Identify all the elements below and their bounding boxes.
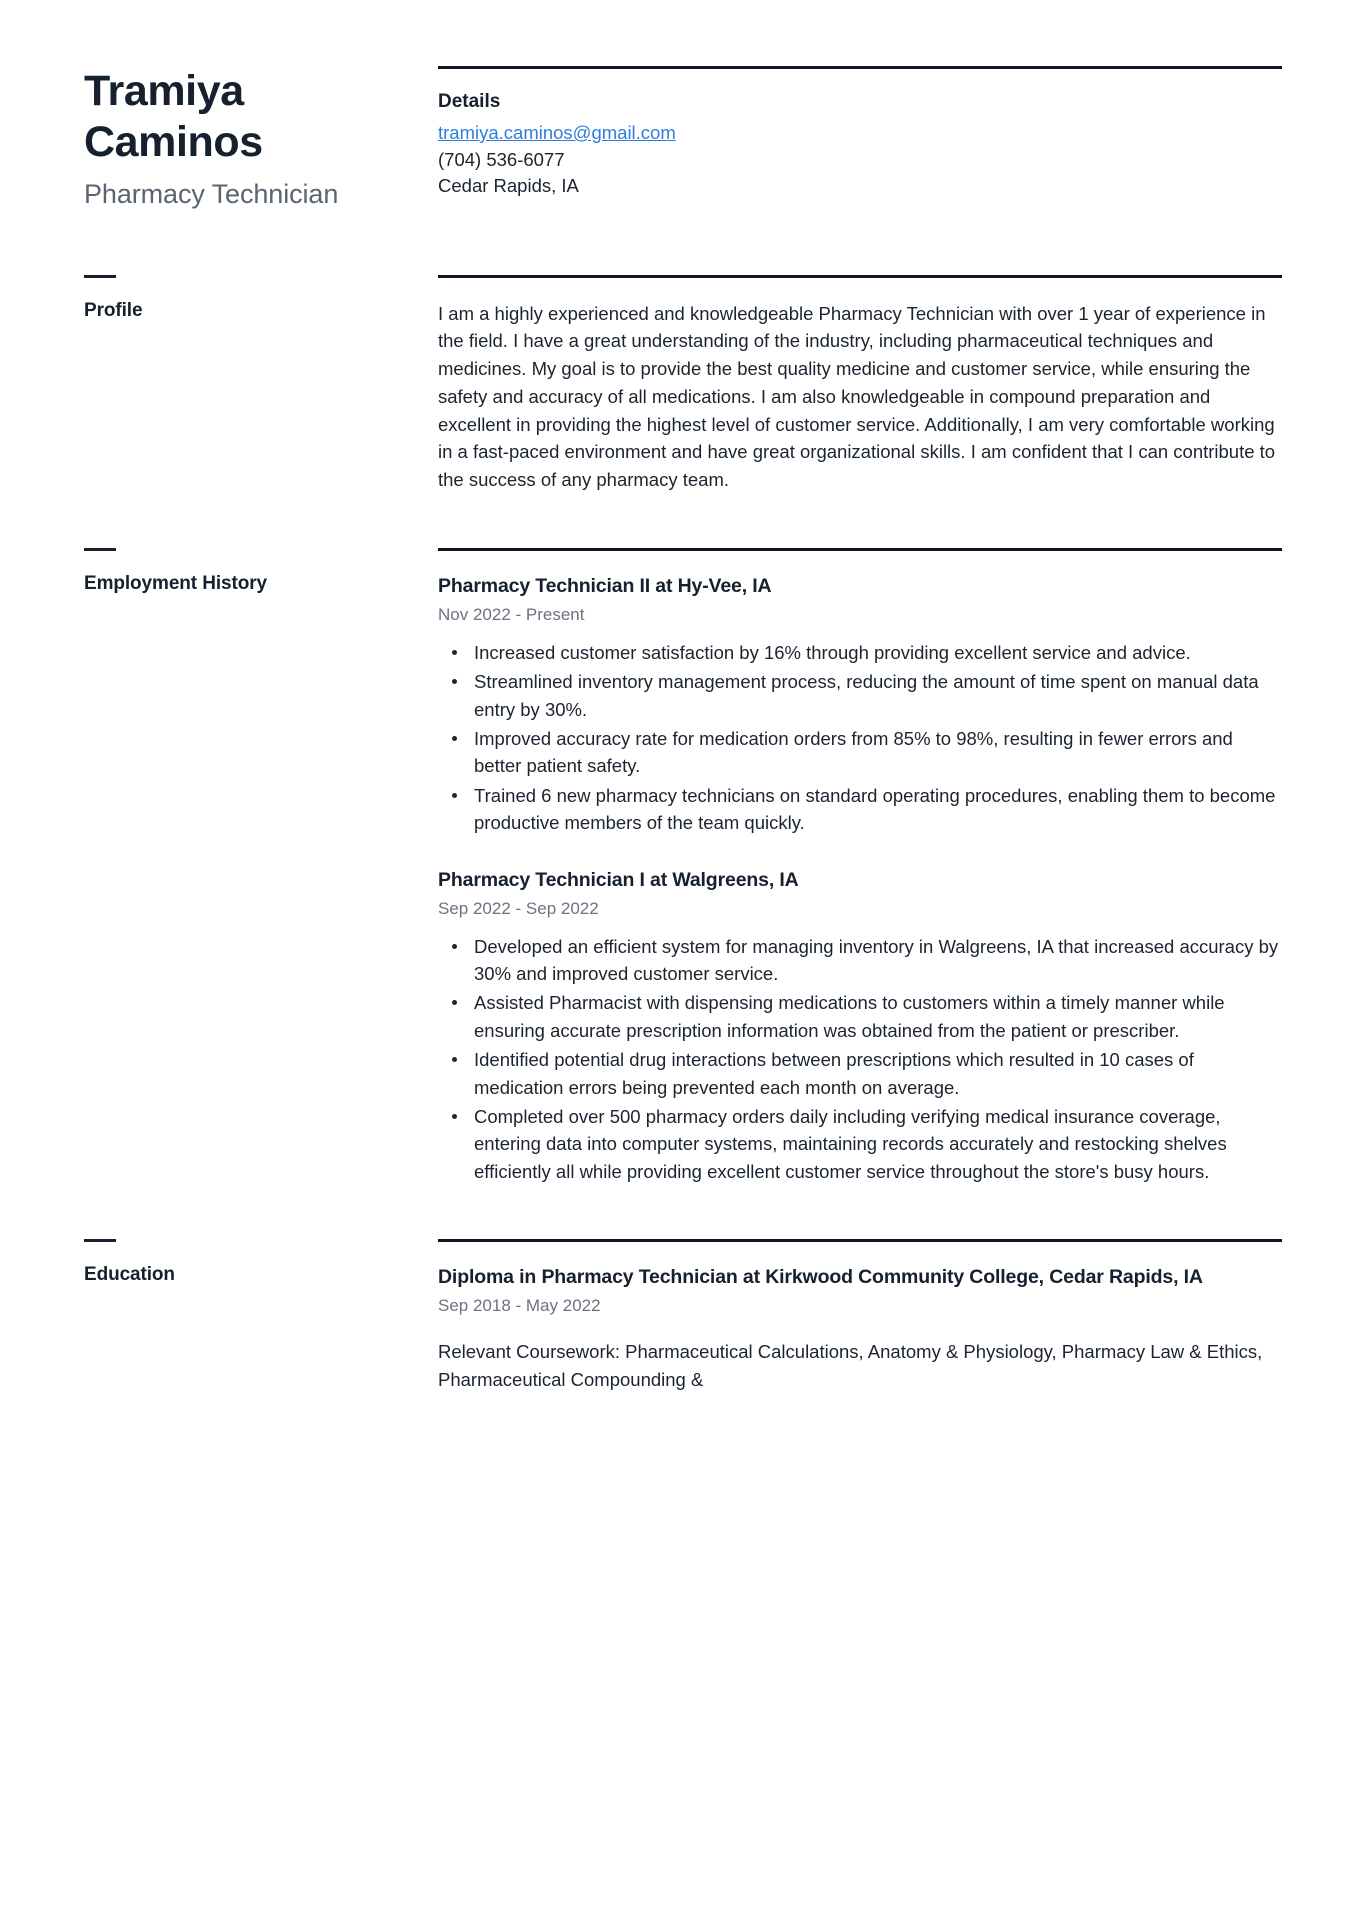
section-dash-icon — [84, 548, 116, 551]
list-item: Streamlined inventory management process, reducing the amount of time spent on manual data entry by 30%. — [472, 668, 1282, 723]
education-entry-title: Diploma in Pharmacy Technician at Kirkwood Community College, Cedar Rapids, IA — [438, 1266, 1203, 1289]
employment-content — [438, 494, 1282, 1187]
section-dash-icon — [84, 275, 116, 278]
first-name: Tramiya — [84, 67, 244, 115]
employment-entry — [438, 573, 1282, 837]
profile-heading: Profile — [84, 299, 143, 321]
education-heading: Education — [84, 1264, 175, 1286]
education-row — [84, 1187, 1282, 1394]
employment-heading: Employment History — [84, 572, 267, 594]
list-item: Trained 6 new pharmacy technicians on standard operating procedures, enabling them to become productive members of the team quickly. — [472, 782, 1282, 837]
list-item: Assisted Pharmacist with dispensing medications to customers within a timely manner while ensuring accurate prescription information was obtained from the patient or prescriber. — [472, 989, 1282, 1044]
page-title — [84, 66, 414, 167]
job-title: Pharmacy Technician — [84, 179, 339, 210]
employment-row — [84, 494, 1282, 1187]
profile-row — [84, 213, 1282, 494]
list-item: Developed an efficient system for managing inventory in Walgreens, IA that increased accuracy by 30% and improved customer service. — [472, 933, 1282, 988]
employment-entry-bullets — [438, 639, 1282, 837]
list-item: Increased customer satisfaction by 16% through providing excellent service and advice. — [472, 639, 1282, 666]
employment-sidebar — [84, 494, 438, 595]
location-text: Cedar Rapids, IA — [438, 175, 579, 197]
last-name: Caminos — [84, 117, 263, 166]
list-item: Identified potential drug interactions between prescriptions which resulted in 10 cases of medication errors being prevented each month on average. — [472, 1046, 1282, 1101]
email-link[interactable]: tramiya.caminos@gmail.com — [438, 122, 676, 143]
profile-text — [438, 300, 1282, 494]
employment-entry-bullets — [438, 933, 1282, 1185]
profile-paragraph: I am a highly experienced and knowledgeable Pharmacy Technician with over 1 year of experience in the field. I have a great understanding of the industry, including pharmaceutical techniques and medicines. My goal is to provide the best quality medicine and customer service, while ensuring the safety and accuracy of all medications. I am also knowledgeable in compound preparation and excellent in providing the highest level of customer service. Additionally, I am very comfortable working in a fast-paced environment and have great organizational skills. I am confident that I can contribute to the success of any pharmacy team. — [438, 302, 1276, 491]
employment-entry-date: Nov 2022 - Present — [438, 605, 585, 625]
employment-entry — [438, 867, 1282, 1185]
header-row — [84, 66, 1282, 213]
employment-entry-title: Pharmacy Technician I at Walgreens, IA — [438, 868, 799, 891]
employment-entry-date: Sep 2022 - Sep 2022 — [438, 898, 599, 918]
profile-content — [438, 213, 1282, 494]
header-identity — [84, 66, 438, 213]
list-item: Improved accuracy rate for medication orders from 85% to 98%, resulting in fewer errors and better patient safety. — [472, 725, 1282, 780]
list-item: Completed over 500 pharmacy orders daily including verifying medical insurance coverage, entering data into computer systems, maintaining records accurately and restocking shelves efficiently all while providing excellent customer service throughout the store's busy hours. — [472, 1103, 1282, 1185]
details-section — [438, 66, 1282, 200]
education-entry — [438, 1264, 1282, 1394]
education-entry-date: Sep 2018 - May 2022 — [438, 1296, 601, 1316]
phone-text: (704) 536-6077 — [438, 148, 565, 170]
education-entry-note: Relevant Coursework: Pharmaceutical Calculations, Anatomy & Physiology, Pharmacy Law & Ethics, Pharmaceutical Compounding & — [438, 1341, 1263, 1390]
section-dash-icon — [84, 1239, 116, 1242]
details-heading: Details — [438, 91, 501, 112]
education-sidebar — [84, 1187, 438, 1286]
profile-sidebar — [84, 213, 438, 322]
education-content — [438, 1187, 1282, 1394]
employment-entry-title: Pharmacy Technician II at Hy-Vee, IA — [438, 574, 772, 597]
